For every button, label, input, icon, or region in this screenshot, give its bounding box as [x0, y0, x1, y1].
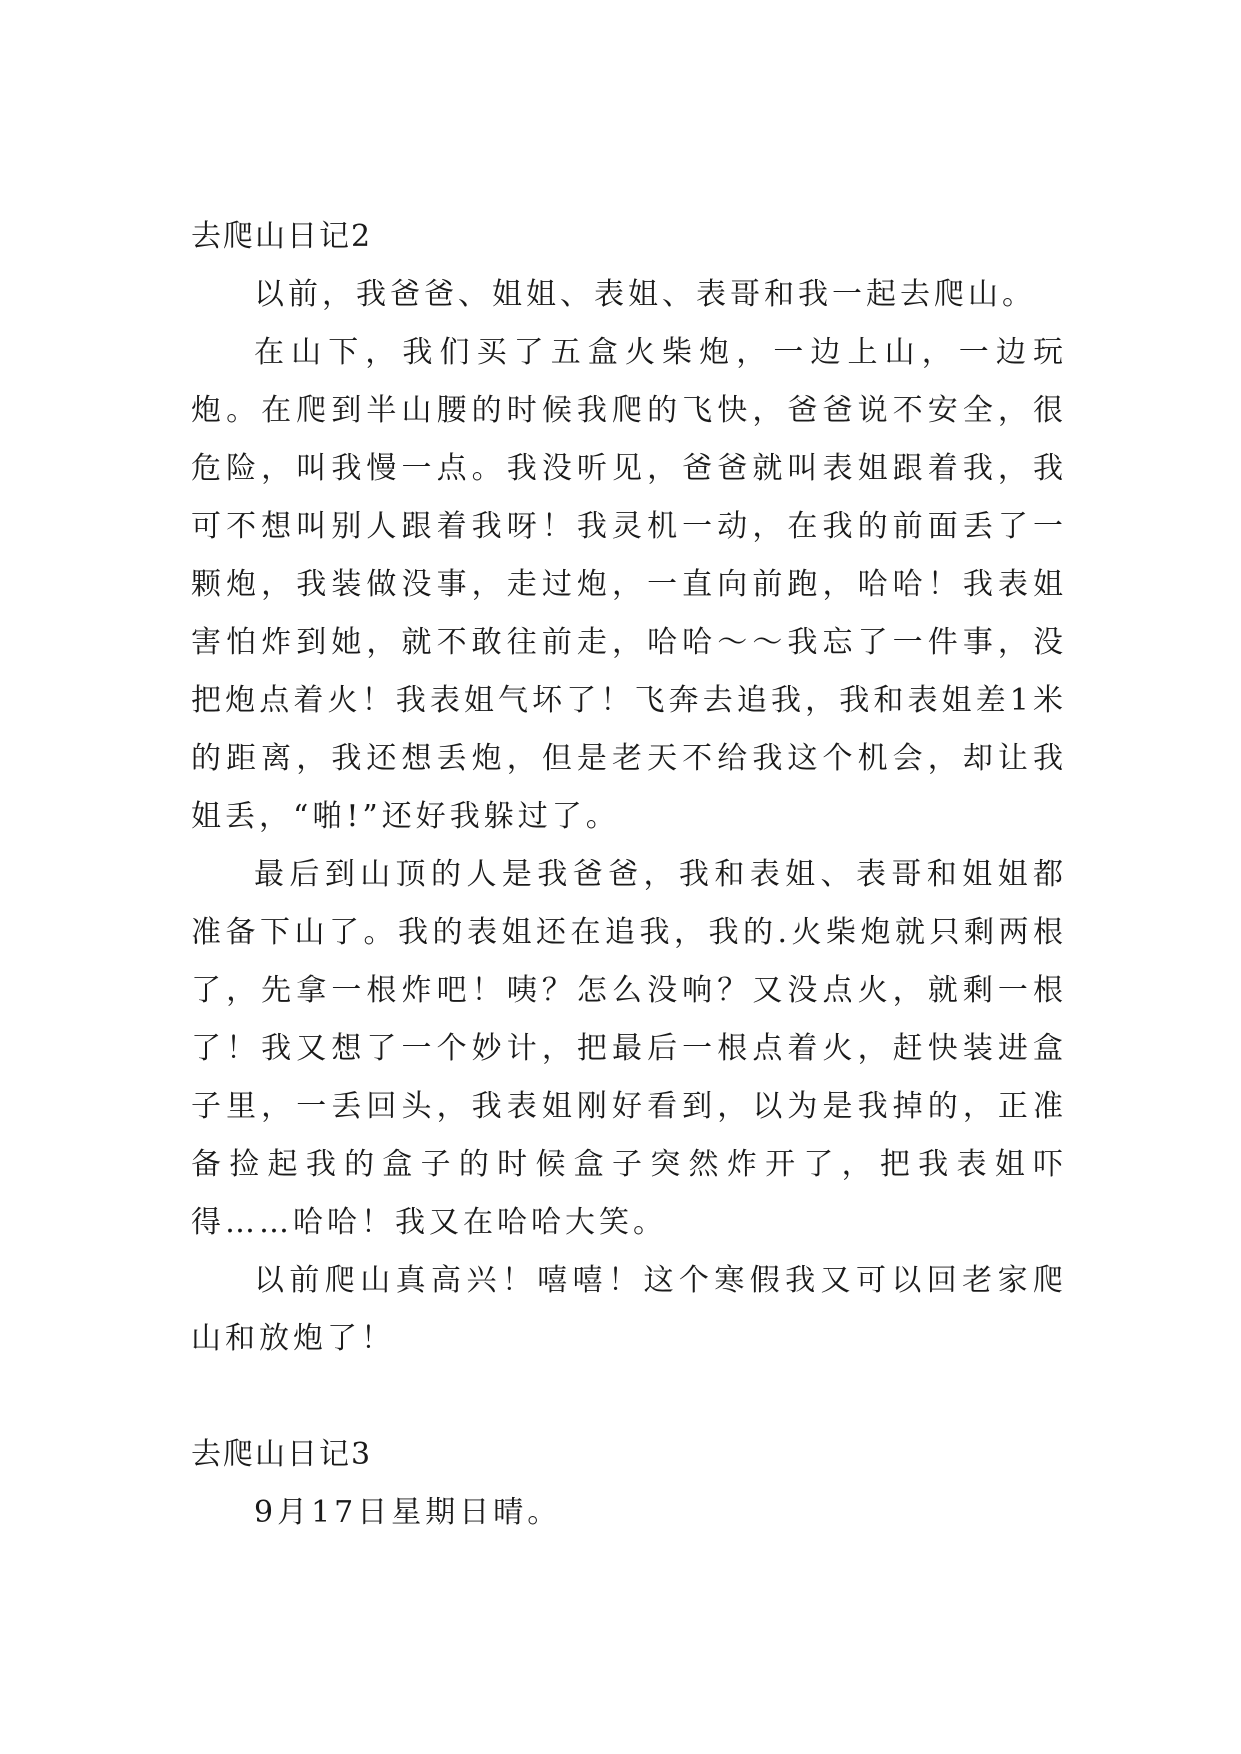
paragraph: 以前，我爸爸、姐姐、表姐、表哥和我一起去爬山。 [254, 277, 1036, 312]
paragraph: 9月17日星期日晴。 [254, 1495, 562, 1530]
document-body [191, 208, 1067, 1542]
paragraph: 在山下，我们买了五盒火柴炮，一边上山，一边玩炮。在爬到半山腰的时候我爬的飞快，爸爸说不安全，很危险，叫我慢一点。我没听见，爸爸就叫表姐跟着我，我可不想叫别人跟着我呀！我灵机一动，在我的前面丢了一颗炮，我装做没事，走过炮，一直向前跑，哈哈！我表姐害怕炸到她，就不敢往前走，哈哈～～我忘了一件事，没把炮点着火！我表姐气坏了！飞奔去追我，我和表姐差1米的距离，我还想丢炮，但是老天不给我这个机会，却让我姐丢，“啪!”还好我躲过了。 [191, 335, 1067, 834]
section-title: 去爬山日记3 [191, 1437, 373, 1472]
section-title: 去爬山日记2 [191, 219, 373, 254]
section-spacer [191, 1368, 1067, 1426]
paragraph: 以前爬山真高兴！嘻嘻！这个寒假我又可以回老家爬山和放炮了！ [191, 1263, 1067, 1356]
paragraph: 最后到山顶的人是我爸爸，我和表姐、表哥和姐姐都准备下山了。我的表姐还在追我，我的.火柴炮就只剩两根了，先拿一根炸吧！咦？怎么没响？又没点火，就剩一根了！我又想了一个妙计，把最后一根点着火，赶快装进盒子里，一丢回头，我表姐刚好看到，以为是我掉的，正准备捡起我的盒子的时候盒子突然炸开了，把我表姐吓得……哈哈！我又在哈哈大笑。 [191, 857, 1067, 1240]
